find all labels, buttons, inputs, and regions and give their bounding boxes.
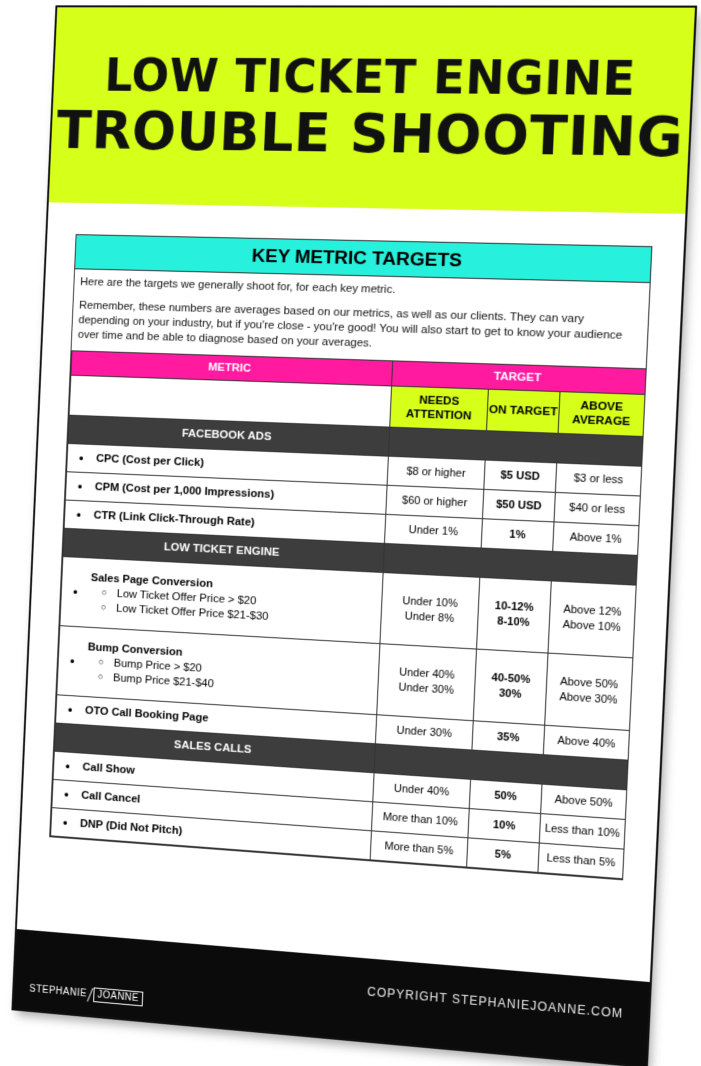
header-target: TARGET — [392, 361, 647, 395]
value-line: Under 10% — [402, 595, 459, 611]
value-line: Under 8% — [404, 610, 455, 626]
title-banner — [49, 7, 695, 214]
sub-metric: ○ Bump Price > $20 — [87, 656, 378, 685]
above-average-value: Above 1% — [553, 522, 639, 556]
needs-attention-value: Under 1% — [384, 514, 482, 548]
metric-name: • Call Show — [53, 751, 374, 802]
value-line: 8-10% — [496, 615, 530, 630]
above-average-value: Above 40% — [543, 725, 629, 760]
needs-attention-value: $60 or higher — [386, 485, 484, 518]
header-needs-attention: NEEDS ATTENTION — [390, 386, 489, 431]
sub-metric: ○ Bump Price $21-$40 — [86, 671, 377, 700]
on-target-value: $5 USD — [484, 460, 557, 492]
needs-attention-value: Under 40% — [373, 773, 471, 809]
metric-targets-card — [49, 234, 652, 880]
value-line: 10-12% — [494, 599, 534, 615]
on-target-value: 5% — [467, 838, 540, 873]
header-above-average: ABOVE AVERAGE — [558, 392, 645, 437]
above-average-value: Less than 5% — [538, 843, 624, 879]
needs-attention-value — [377, 644, 477, 721]
needs-attention-value: Under 30% — [375, 715, 473, 750]
metric-name: • DNP (Did Not Pitch) — [51, 808, 372, 860]
metric-name: • CPC (Cost per Click) — [67, 443, 389, 485]
document-page — [13, 7, 695, 1066]
value-line: Under 40% — [398, 666, 455, 682]
value-line: Above 10% — [562, 618, 622, 635]
metric-name: • Call Cancel — [52, 779, 373, 830]
header-on-target: ON TARGET — [486, 389, 560, 433]
value-line: Above 12% — [562, 603, 622, 619]
logo-text-left: STEPHANIE — [29, 983, 88, 1000]
value-line: Above 30% — [558, 690, 618, 707]
metric-label: • Bump Conversion — [87, 641, 183, 659]
metric-name: • CPM (Cost per 1,000 Impressions) — [65, 472, 387, 515]
sub-metric: ○ Low Ticket Offer Price $21-$30 — [89, 601, 380, 629]
metrics-table — [50, 350, 647, 879]
needs-attention-value: More than 5% — [370, 831, 468, 867]
title-line-1: LOW TICKET ENGINE — [103, 48, 638, 107]
logo-text-right: JOANNE — [93, 987, 143, 1006]
section-title: LOW TICKET ENGINE — [63, 528, 385, 572]
on-target-value — [473, 649, 548, 725]
section-title: SALES CALLS — [54, 723, 375, 773]
sub-metric: ○ Low Ticket Offer Price > $20 — [90, 587, 381, 614]
section-title: FACEBOOK ADS — [68, 415, 390, 456]
on-target-value — [477, 577, 552, 653]
metric-label: • Sales Page Conversion — [90, 572, 214, 591]
intro-paragraph-1: Here are the targets we generally shoot for, for each key metric. — [79, 276, 396, 297]
above-average-value: Less than 10% — [539, 814, 625, 850]
value-line: Under 30% — [398, 681, 455, 697]
title-line-2: TROUBLE SHOOTING — [55, 99, 686, 170]
card-title: KEY METRIC TARGETS — [75, 235, 651, 283]
needs-attention-value: $8 or higher — [387, 456, 485, 489]
page-footer — [13, 929, 649, 1066]
above-average-value: Above 50% — [541, 784, 627, 819]
header-metric: METRIC — [71, 351, 393, 386]
on-target-value: 50% — [469, 779, 542, 813]
intro-paragraph-2: Remember, these numbers are averages based on our metrics, as well as our clients. They can vary depending on your industry, but if you're close - you're good! You will also start to get to know your audience over time and be able to diagnose based on your averages. — [77, 299, 623, 350]
on-target-value: 35% — [472, 721, 545, 755]
on-target-value: 10% — [468, 809, 541, 843]
copyright-text: COPYRIGHT STEPHANIEJOANNE.COM — [366, 984, 624, 1021]
above-average-value: $40 or less — [554, 492, 640, 525]
on-target-value: $50 USD — [482, 489, 555, 522]
above-average-value — [548, 581, 636, 658]
value-line: Above 50% — [559, 675, 619, 692]
metric-name: • OTO Call Booking Page — [56, 695, 377, 744]
value-line: 40-50% — [491, 671, 531, 687]
above-average-value: $3 or less — [555, 463, 641, 496]
above-average-value — [545, 653, 633, 730]
on-target-value: 1% — [481, 519, 554, 552]
needs-attention-value: More than 10% — [371, 802, 469, 838]
value-line: 30% — [498, 687, 522, 701]
metric-name: • CTR (Link Click-Through Rate) — [64, 500, 386, 543]
needs-attention-value — [380, 573, 480, 650]
brand-logo — [29, 982, 143, 1007]
